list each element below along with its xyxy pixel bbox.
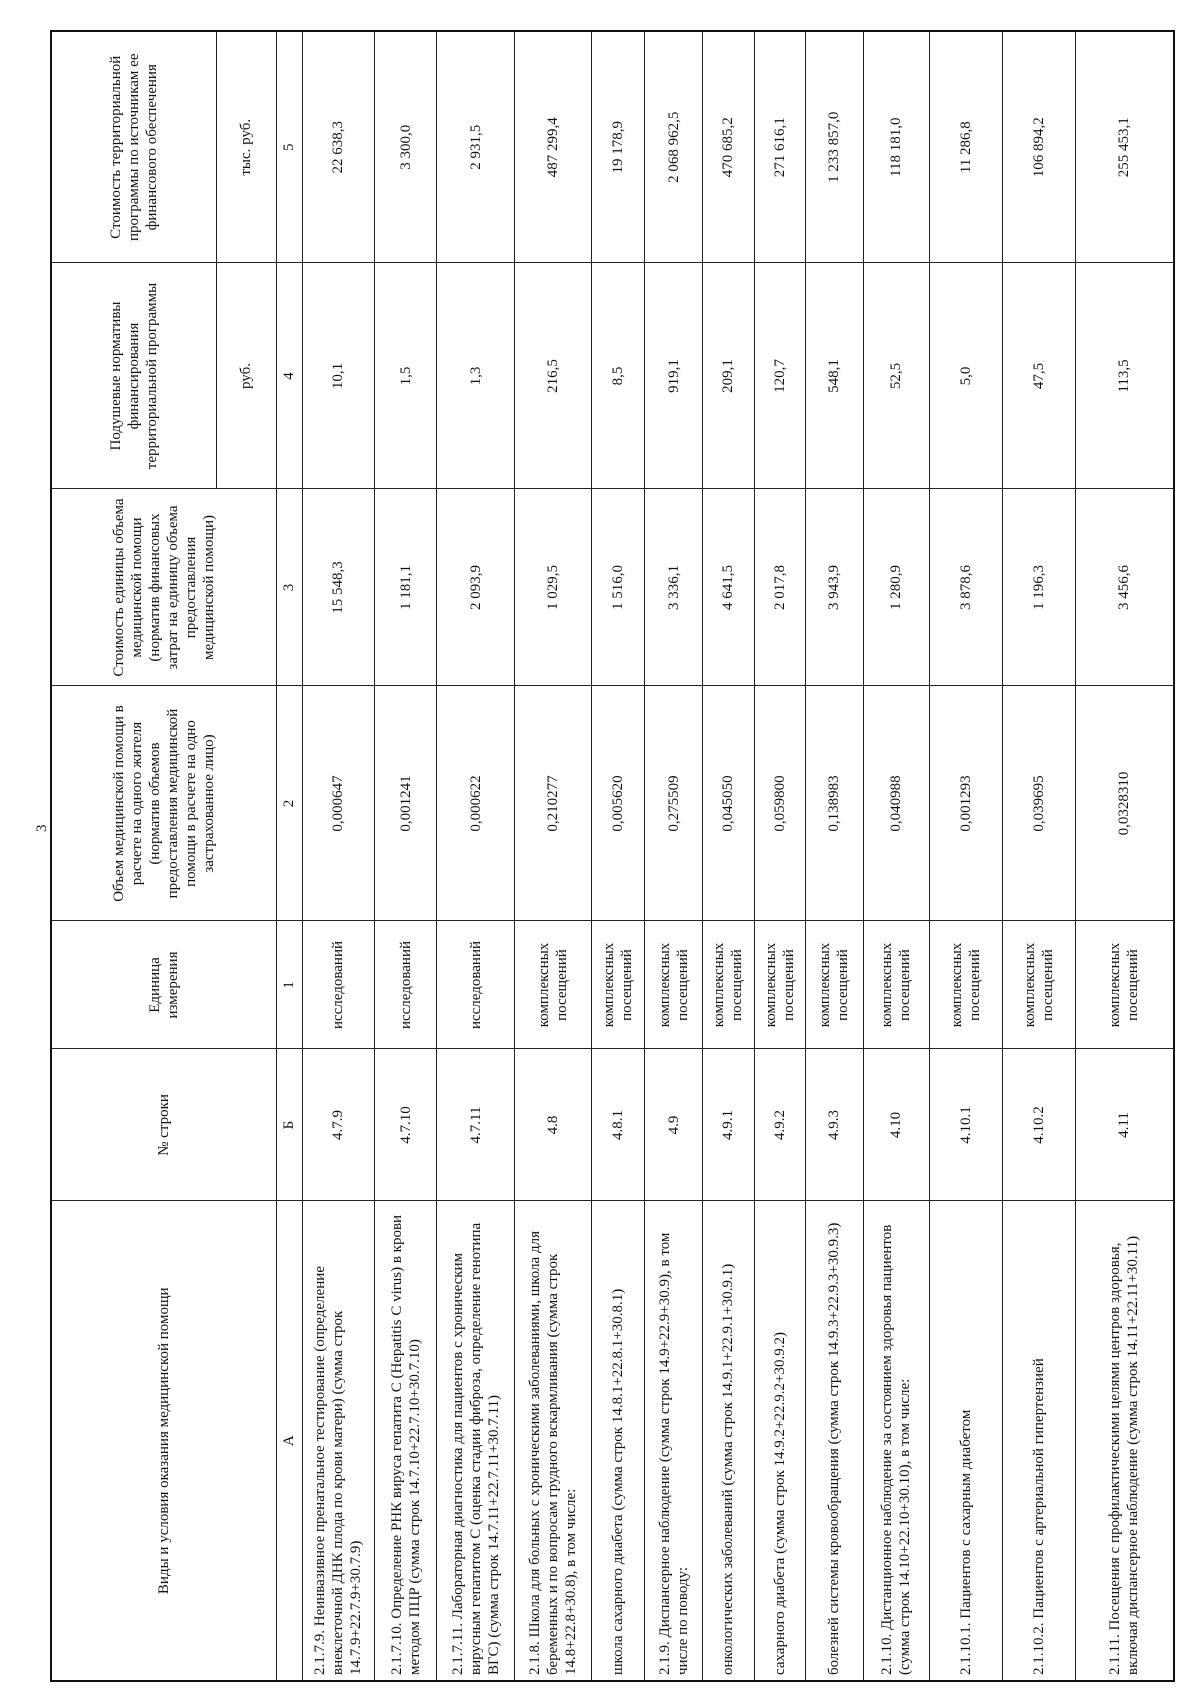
cell-description: 2.1.10.1. Пациентов с сахарным диабетом xyxy=(930,1201,1003,1681)
cell-volume: 0,059800 xyxy=(754,686,805,921)
cell-per-capita: 10,1 xyxy=(302,263,375,489)
cell-unit-cost: 1 029,5 xyxy=(514,489,591,686)
cell-volume: 0,000622 xyxy=(437,686,514,921)
cell-line-number: 4.7.11 xyxy=(437,1049,514,1201)
cell-total: 19 178,9 xyxy=(591,31,645,263)
cell-total: 22 638,3 xyxy=(302,31,375,263)
cell-line-number: 4.9 xyxy=(645,1049,703,1201)
table-row xyxy=(591,31,645,1681)
cell-description: 2.1.10. Дистанционное наблюдение за состоянием здоровья пациентов (сумма строк 14.10+22.10+30.10), в том числе: xyxy=(863,1201,929,1681)
cell-unit-cost: 15 548,3 xyxy=(302,489,375,686)
cell-description: 2.1.11. Посещения с профилактическими целями центров здоровья, включая диспансерное наблюдение (сумма строк 14.11+22.11+30.11) xyxy=(1075,1201,1174,1681)
cell-line-number: 4.8 xyxy=(514,1049,591,1201)
cell-per-capita: 113,5 xyxy=(1075,263,1174,489)
header-per-capita: Подушевые нормативы финансирования территориальной программы xyxy=(51,263,216,489)
cell-line-number: 4.10 xyxy=(863,1049,929,1201)
code-2: 2 xyxy=(276,686,302,921)
cell-description: 2.1.7.11. Лабораторная диагностика для пациентов с хроническим вирусным гепатитом С (оценка стадии фиброза, определение генотипа ВГС) (сумма строк 14.7.11+22.7.11+30.7.11) xyxy=(437,1201,514,1681)
rotated-table-wrapper xyxy=(50,32,1175,1682)
cell-line-number: 4.10.2 xyxy=(1003,1049,1076,1201)
cell-total: 2 068 962,5 xyxy=(645,31,703,263)
cell-unit-cost: 1 280,9 xyxy=(863,489,929,686)
cell-description: 2.1.7.9. Неинвазивное пренатальное тестирование (определение внеклеточной ДНК плода по крови матери) (сумма строк 14.7.9+22.7.9+30.7.9) xyxy=(302,1201,375,1681)
cell-unit-cost: 1 181,1 xyxy=(375,489,437,686)
cell-unit: комплексных посещений xyxy=(754,921,805,1049)
cell-line-number: 4.7.10 xyxy=(375,1049,437,1201)
cell-per-capita: 47,5 xyxy=(1003,263,1076,489)
cell-description: сахарного диабета (сумма строк 14.9.2+22.9.2+30.9.2) xyxy=(754,1201,805,1681)
cell-total: 255 453,1 xyxy=(1075,31,1174,263)
cell-unit-cost: 3 336,1 xyxy=(645,489,703,686)
cell-volume: 0,210277 xyxy=(514,686,591,921)
code-3: 3 xyxy=(276,489,302,686)
cell-total: 11 286,8 xyxy=(930,31,1003,263)
table-row xyxy=(805,31,863,1681)
cell-total: 271 616,1 xyxy=(754,31,805,263)
cell-volume: 0,045050 xyxy=(703,686,754,921)
cell-per-capita: 209,1 xyxy=(703,263,754,489)
cell-total: 1 233 857,0 xyxy=(805,31,863,263)
cell-unit-cost: 1 196,3 xyxy=(1003,489,1076,686)
cell-description: 2.1.9. Диспансерное наблюдение (сумма строк 14.9+22.9+30.9), в том числе по поводу: xyxy=(645,1201,703,1681)
cell-description: болезней системы кровообращения (сумма строк 14.9.3+22.9.3+30.9.3) xyxy=(805,1201,863,1681)
table-row xyxy=(645,31,703,1681)
cell-unit: комплексных посещений xyxy=(863,921,929,1049)
cell-unit: комплексных посещений xyxy=(805,921,863,1049)
table-row xyxy=(302,31,375,1681)
cell-volume: 0,005620 xyxy=(591,686,645,921)
cell-unit: исследований xyxy=(302,921,375,1049)
cell-line-number: 4.7.9 xyxy=(302,1049,375,1201)
cell-per-capita: 548,1 xyxy=(805,263,863,489)
unit-rub: руб. xyxy=(216,263,276,489)
cell-description: 2.1.8. Школа для больных с хроническими заболеваниями, школа для беременных и по вопросам грудного вскармливания (сумма строк 14.8+22.8+30.8), в том числе: xyxy=(514,1201,591,1681)
cell-unit-cost: 3 878,6 xyxy=(930,489,1003,686)
cell-per-capita: 1,5 xyxy=(375,263,437,489)
cell-per-capita: 216,5 xyxy=(514,263,591,489)
cell-total: 118 181,0 xyxy=(863,31,929,263)
cell-line-number: 4.9.2 xyxy=(754,1049,805,1201)
cell-unit-cost: 3 456,6 xyxy=(1075,489,1174,686)
header-unit-cost: Стоимость единицы объема медицинской помощи (норматив финансовых затрат на единицу объема предоставления медицинской помощи) xyxy=(51,489,276,686)
table-row xyxy=(514,31,591,1681)
table-row xyxy=(754,31,805,1681)
cell-line-number: 4.9.3 xyxy=(805,1049,863,1201)
header-care-type: Виды и условия оказания медицинской помощи xyxy=(51,1201,276,1681)
header-program-cost: Стоимость территориальной программы по источникам ее финансового обеспечения xyxy=(51,31,216,263)
header-unit: Единица измерения xyxy=(51,921,276,1049)
header-line-number: № строки xyxy=(51,1049,276,1201)
cell-per-capita: 52,5 xyxy=(863,263,929,489)
cell-line-number: 4.9.1 xyxy=(703,1049,754,1201)
code-b: Б xyxy=(276,1049,302,1201)
cell-per-capita: 5,0 xyxy=(930,263,1003,489)
cell-volume: 0,001293 xyxy=(930,686,1003,921)
cell-per-capita: 120,7 xyxy=(754,263,805,489)
code-5: 5 xyxy=(276,31,302,263)
page-number: 3 xyxy=(34,824,50,832)
table-row xyxy=(437,31,514,1681)
cell-volume: 0,039695 xyxy=(1003,686,1076,921)
cell-unit-cost: 2 093,9 xyxy=(437,489,514,686)
code-1: 1 xyxy=(276,921,302,1049)
cell-unit: комплексных посещений xyxy=(591,921,645,1049)
cell-total: 470 685,2 xyxy=(703,31,754,263)
cell-unit: исследований xyxy=(437,921,514,1049)
table-row xyxy=(375,31,437,1681)
cell-volume: 0,040988 xyxy=(863,686,929,921)
cell-unit: комплексных посещений xyxy=(703,921,754,1049)
table-row xyxy=(1003,31,1076,1681)
cell-volume: 0,0328310 xyxy=(1075,686,1174,921)
cell-unit: комплексных посещений xyxy=(1003,921,1076,1049)
cell-unit: комплексных посещений xyxy=(514,921,591,1049)
cell-line-number: 4.10.1 xyxy=(930,1049,1003,1201)
cell-total: 2 931,5 xyxy=(437,31,514,263)
cell-unit-cost: 2 017,8 xyxy=(754,489,805,686)
cell-unit-cost: 1 516,0 xyxy=(591,489,645,686)
unit-thousand-rub: тыс. руб. xyxy=(216,31,276,263)
cell-line-number: 4.11 xyxy=(1075,1049,1174,1201)
cell-volume: 0,275509 xyxy=(645,686,703,921)
cell-total: 3 300,0 xyxy=(375,31,437,263)
cell-unit-cost: 3 943,9 xyxy=(805,489,863,686)
cell-per-capita: 919,1 xyxy=(645,263,703,489)
table-body xyxy=(302,31,1174,1681)
cell-unit: исследований xyxy=(375,921,437,1049)
cell-description: онкологических заболеваний (сумма строк 14.9.1+22.9.1+30.9.1) xyxy=(703,1201,754,1681)
table-row xyxy=(863,31,929,1681)
cell-description: 2.1.7.10. Определение РНК вируса гепатита С (Hepatitis C virus) в крови методом ПЦР (сумма строк 14.7.10+22.7.10+30.7.10) xyxy=(375,1201,437,1681)
cell-volume: 0,000647 xyxy=(302,686,375,921)
code-a: А xyxy=(276,1201,302,1681)
cell-unit: комплексных посещений xyxy=(645,921,703,1049)
cell-volume: 0,138983 xyxy=(805,686,863,921)
cell-description: 2.1.10.2. Пациентов с артериальной гипертензией xyxy=(1003,1201,1076,1681)
cell-description: школа сахарного диабета (сумма строк 14.8.1+22.8.1+30.8.1) xyxy=(591,1201,645,1681)
cell-line-number: 4.8.1 xyxy=(591,1049,645,1201)
code-4: 4 xyxy=(276,263,302,489)
medical-care-table xyxy=(50,30,1175,1682)
table-row xyxy=(930,31,1003,1681)
cell-per-capita: 8,5 xyxy=(591,263,645,489)
header-volume: Объем медицинской помощи в расчете на одного жителя (норматив объемов предоставления медицинской помощи в расчете на одно застрахованное лицо) xyxy=(51,686,276,921)
cell-per-capita: 1,3 xyxy=(437,263,514,489)
cell-unit: комплексных посещений xyxy=(930,921,1003,1049)
table-row xyxy=(703,31,754,1681)
cell-volume: 0,001241 xyxy=(375,686,437,921)
cell-unit-cost: 4 641,5 xyxy=(703,489,754,686)
cell-total: 487 299,4 xyxy=(514,31,591,263)
cell-unit: комплексных посещений xyxy=(1075,921,1174,1049)
table-row xyxy=(1075,31,1174,1681)
cell-total: 106 894,2 xyxy=(1003,31,1076,263)
